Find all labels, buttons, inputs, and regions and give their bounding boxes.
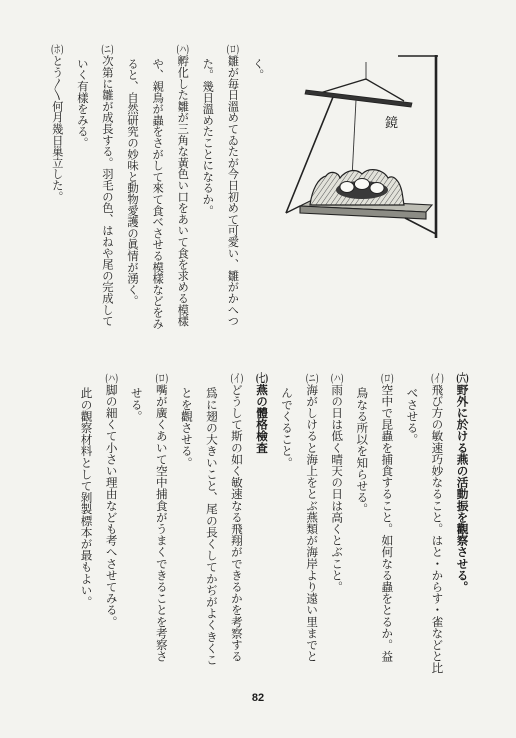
item-text: 雨の日は低く晴天の日は高くとぶこと。 — [330, 383, 345, 593]
text-column: 爲に翅の大きいこと、尾の長くしてかぢがよくきくこ — [204, 386, 219, 665]
section-heading — [249, 372, 274, 690]
hanger-rod — [305, 90, 412, 107]
item-text: 雛が毎日溫めてゐたが今日初めて可愛い、雛がかへつ — [226, 55, 240, 327]
text-column — [149, 372, 174, 690]
item-text: どうして斯の如く敏速なる飛翔ができるかを考察する — [229, 383, 244, 662]
section-heading — [449, 372, 474, 690]
text-column — [170, 44, 195, 344]
item-marker: (イ) — [431, 372, 444, 384]
item-marker: (ロ) — [226, 44, 240, 56]
item-marker: (ハ) — [330, 372, 344, 384]
section-marker: (六) — [456, 372, 469, 384]
text-column: 鳥なる所以を知らせる。 — [355, 386, 370, 515]
item-marker: (ニ) — [101, 44, 114, 56]
item-text: 空中で昆蟲を捕食すること。如何なる蟲をとるか。益 — [380, 383, 395, 662]
item-marker: (ニ) — [305, 372, 319, 384]
item-text: 飛び方の敏速巧妙なること。はと・からす・雀などと比 — [430, 383, 445, 674]
item-marker: (ハ) — [176, 44, 189, 56]
text-column — [220, 44, 245, 344]
item-marker: (イ) — [230, 372, 244, 384]
nest-illustration — [270, 40, 450, 245]
item-marker: (ロ) — [155, 372, 169, 384]
mirror-cord — [352, 100, 356, 178]
text-column — [99, 372, 124, 690]
item-text: とう〳〵何月幾日巢立した。 — [50, 55, 64, 203]
item-marker: (ハ) — [105, 372, 118, 384]
text-column: べさせる。 — [405, 386, 420, 445]
text-column — [45, 44, 70, 344]
page-number: 82 — [251, 692, 265, 704]
egg — [355, 179, 370, 190]
item-text: 海がしけると海上をとぶ燕類が海岸より遠い里までと — [305, 383, 320, 662]
text-column — [374, 372, 399, 690]
item-marker: (ロ) — [380, 372, 394, 384]
egg — [370, 183, 384, 194]
item-text: 孵化した雛が三角な黃色い口をあいて食を求める模樣 — [176, 55, 190, 327]
section-heading-text: 野外に於ける燕の活動振を觀察させる。 — [455, 383, 470, 593]
shelf-bracket — [405, 218, 436, 234]
section-heading-text: 燕の體格檢査 — [255, 383, 269, 454]
item-text: 脚の細くて小さい理由なども考へさせてみる。 — [104, 383, 119, 628]
text-column — [299, 372, 324, 690]
text-column: せる。 — [129, 386, 144, 422]
carryover-line: く。 — [251, 58, 265, 81]
item-marker: (ホ) — [51, 44, 64, 56]
upper-text-block — [45, 44, 271, 344]
text-column: とを觀させる。 — [179, 386, 194, 468]
text-column — [95, 44, 120, 344]
text-column: や、親鳥が蟲をさがして來て食べさせる模樣などをみ — [151, 58, 165, 330]
closing-note: 此の觀察材料として剝製標本が最もよい。 — [79, 386, 94, 607]
egg — [340, 182, 354, 193]
item-text: 次第に雛が成長する。羽毛の色、はねや尾の完成して — [100, 55, 114, 327]
text-column: んでくること。 — [280, 386, 295, 468]
text-column — [224, 372, 249, 690]
text-column: た。幾日溫めたことになるか。 — [201, 58, 215, 217]
text-column — [424, 372, 449, 690]
lower-text-block — [73, 372, 475, 690]
text-column: いく有樣をみる。 — [75, 58, 89, 149]
text-column — [324, 372, 349, 690]
section-marker: (七) — [255, 372, 269, 384]
mirror-label: 鏡 — [385, 116, 399, 131]
text-column: ると、自然研究の妙味と動物愛護の眞情が湧く。 — [126, 58, 140, 307]
item-text: 嘴が廣くあいて空中捕食がうまくできることを考察さ — [154, 383, 169, 662]
